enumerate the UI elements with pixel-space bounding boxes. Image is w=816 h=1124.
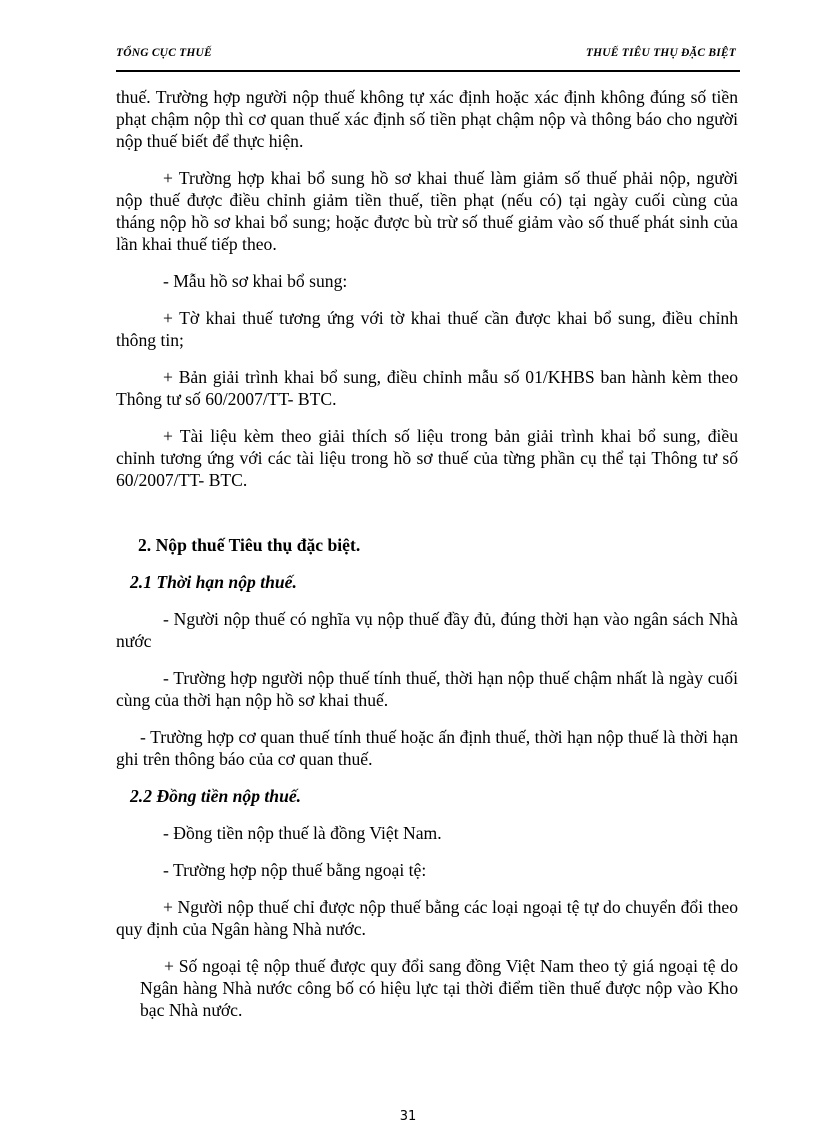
document-body [116, 86, 738, 1036]
header-left-title: TỔNG CỤC THUẾ [116, 47, 212, 59]
paragraph-continuation: thuế. Trường hợp người nộp thuế không tự xác định hoặc xác định không đúng số tiền phạt chậm nộp thì cơ quan thuế xác định số tiền phạt chậm nộp và thông báo cho người nộp thuế biết để thực hiện. [116, 87, 738, 151]
paragraph-self-calculation: - Trường hợp người nộp thuế tính thuế, thời hạn nộp thuế chậm nhất là ngày cuối cùng của thời hạn nộp hồ sơ khai thuế. [116, 668, 738, 710]
section-heading-2-1: 2.1 Thời hạn nộp thuế. [130, 572, 297, 592]
paragraph-authority-calculation: - Trường hợp cơ quan thuế tính thuế hoặc ấn định thuế, thời hạn nộp thuế là thời hạn ghi trên thông báo của cơ quan thuế. [116, 727, 738, 769]
section-heading-2: 2. Nộp thuế Tiêu thụ đặc biệt. [138, 535, 361, 555]
header-right-title: THUẾ TIÊU THỤ ĐẶC BIỆT [585, 47, 736, 59]
paragraph-foreign-currency-rule-1: + Người nộp thuế chỉ được nộp thuế bằng các loại ngoại tệ tự do chuyển đổi theo quy định của Ngân hàng Nhà nước. [116, 897, 738, 939]
header-divider [116, 70, 740, 72]
paragraph-foreign-currency-rule-2: + Số ngoại tệ nộp thuế được quy đổi sang đồng Việt Nam theo tỷ giá ngoại tệ do Ngân hàng Nhà nước công bố có hiệu lực tại thời điểm tiền thuế được nộp vào Kho bạc Nhà nước. [140, 956, 738, 1020]
page-number: 31 [399, 1109, 417, 1124]
paragraph-form-item-2: + Bản giải trình khai bổ sung, điều chỉnh mẫu số 01/KHBS ban hành kèm theo Thông tư số 60/2007/TT- BTC. [116, 367, 738, 409]
paragraph-form-item-3: + Tài liệu kèm theo giải thích số liệu trong bản giải trình khai bổ sung, điều chỉnh tương ứng với các tài liệu trong hồ sơ thuế của từng phần cụ thể tại Thông tư số 60/2007/TT- BTC. [116, 426, 738, 490]
section-spacer [116, 506, 738, 534]
paragraph-foreign-currency: - Trường hợp nộp thuế bằng ngoại tệ: [163, 860, 427, 880]
paragraph-form-header: - Mẫu hồ sơ khai bổ sung: [163, 271, 348, 291]
paragraph-obligation: - Người nộp thuế có nghĩa vụ nộp thuế đầy đủ, đúng thời hạn vào ngân sách Nhà nước [116, 609, 738, 651]
page-header [116, 47, 736, 67]
paragraph-form-item-1: + Tờ khai thuế tương ứng với tờ khai thuế cần được khai bổ sung, điều chỉnh thông tin; [116, 308, 738, 350]
paragraph-decrease-tax: + Trường hợp khai bổ sung hồ sơ khai thuế làm giảm số thuế phải nộp, người nộp thuế được điều chỉnh giảm tiền thuế, tiền phạt (nếu có) tại ngày cuối cùng của tháng nộp hồ sơ khai bổ sung; hoặc được bù trừ số thuế giảm vào số thuế phát sinh của lần khai thuế tiếp theo. [116, 168, 738, 254]
paragraph-currency-vnd: - Đồng tiền nộp thuế là đồng Việt Nam. [163, 823, 442, 843]
section-heading-2-2: 2.2 Đồng tiền nộp thuế. [130, 786, 302, 806]
